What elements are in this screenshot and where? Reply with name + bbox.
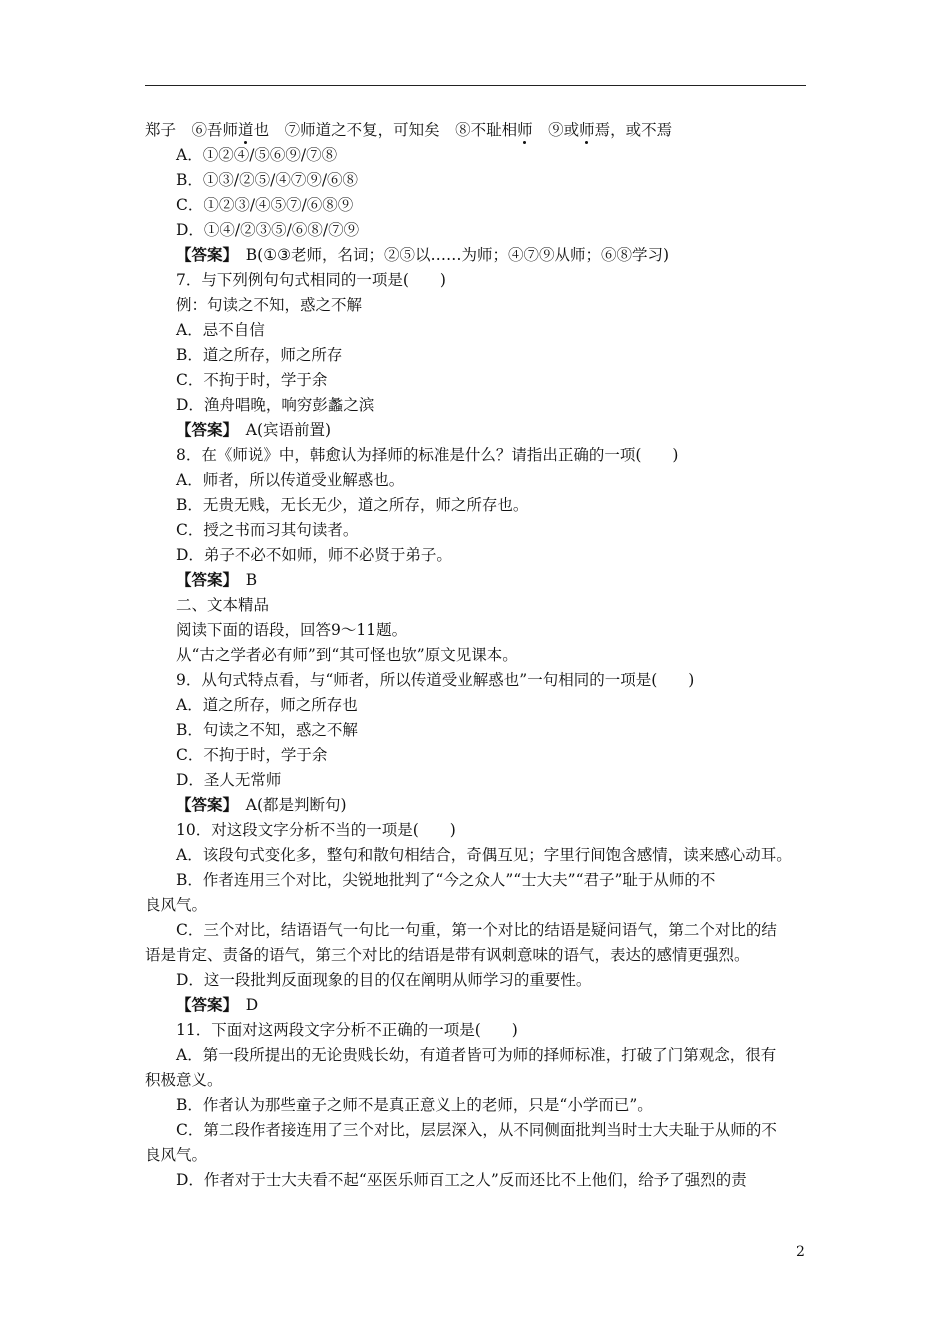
option-a: A．第一段所提出的无论贵贱长幼，有道者皆可为师的择师标准，打破了门第观念，很有: [176, 1046, 777, 1064]
question-11: 11．下面对这两段文字分析不正确的一项是( ): [176, 1021, 518, 1039]
answer-line: 【答案】 D: [176, 995, 259, 1014]
instruction-line: 阅读下面的语段，回答9～11题。: [176, 621, 408, 639]
emphasis-dot: 师: [579, 121, 595, 139]
option-d: D．渔舟唱晚，响穷彭蠡之滨: [176, 396, 375, 414]
option-a: A．①②④/⑤⑥⑨/⑦⑧: [176, 146, 338, 164]
option-a-cont: 积极意义。: [145, 1071, 223, 1089]
emphasis-dot: 道: [238, 121, 254, 139]
header-rule: [145, 85, 806, 86]
question-9: 9．从句式特点看，与“师者，所以传道受业解惑也”一句相同的一项是( ): [176, 671, 695, 689]
answer-line: 【答案】 A(都是判断句): [176, 795, 347, 814]
answer-label: 【答案】: [176, 795, 231, 814]
text-line: 郑子 ⑥吾师道也 ⑦师道之不复，可知矣 ⑧不耻相师 ⑨或师焉，或不焉: [145, 121, 673, 139]
option-b: B．句读之不知，惑之不解: [176, 721, 358, 739]
question-10: 10．对这段文字分析不当的一项是( ): [176, 821, 456, 839]
option-a: A．忌不自信: [176, 321, 265, 339]
answer-line: 【答案】 A(宾语前置): [176, 420, 332, 439]
answer-label: 【答案】: [176, 245, 231, 264]
option-d: D．弟子不必不如师，师不必贤于弟子。: [176, 546, 452, 564]
option-a: A．师者，所以传道受业解惑也。: [176, 471, 405, 489]
answer-label: 【答案】: [176, 420, 231, 439]
option-d: D．这一段批判反面现象的目的仅在阐明从师学习的重要性。: [176, 971, 592, 989]
option-c: C．第二段作者接连用了三个对比，层层深入，从不同侧面批判当时士大夫耻于从师的不: [176, 1121, 777, 1139]
option-d: D．圣人无常师: [176, 771, 282, 789]
option-c-cont: 良风气。: [145, 1146, 208, 1164]
option-b: B．道之所存，师之所存: [176, 346, 343, 364]
option-c: C．①②③/④⑤⑦/⑥⑧⑨: [176, 196, 354, 214]
option-b-cont: 良风气。: [145, 896, 208, 914]
example-line: 例：句读之不知，惑之不解: [176, 296, 363, 314]
option-d: D．作者对于士大夫看不起“巫医乐师百工之人”反而还比不上他们，给予了强烈的责: [176, 1171, 747, 1189]
option-c: C．授之书而习其句读者。: [176, 521, 359, 539]
emphasis-dot: 师: [517, 121, 533, 139]
instruction-line: 从“古之学者必有师”到“其可怪也欤”原文见课本。: [176, 646, 518, 664]
option-b: B．①③/②⑤/④⑦⑨/⑥⑧: [176, 171, 359, 189]
option-b: B．作者认为那些童子之师不是真正意义上的老师，只是“小学而已”。: [176, 1096, 653, 1114]
question-7: 7．与下列例句句式相同的一项是( ): [176, 271, 446, 289]
option-c: C．不拘于时，学于余: [176, 746, 328, 764]
option-b: B．无贵无贱，无长无少，道之所存，师之所存也。: [176, 496, 529, 514]
answer-line: 【答案】 B: [176, 570, 258, 589]
page-number: 2: [796, 1244, 805, 1260]
option-c-cont: 语是肯定、责备的语气，第三个对比的结语是带有讽刺意味的语气，表达的感情更强烈。: [145, 946, 750, 964]
option-d: D．①④/②③⑤/⑥⑧/⑦⑨: [176, 221, 360, 239]
option-b: B．作者连用三个对比，尖锐地批判了“今之众人”“士大夫”“君子”耻于从师的不: [176, 871, 716, 889]
option-c: C．不拘于时，学于余: [176, 371, 328, 389]
section-heading: 二、文本精品: [176, 596, 270, 614]
option-a: A．该段句式变化多，整句和散句相结合，奇偶互见；字里行间饱含感情，读来感心动耳。: [176, 846, 792, 864]
answer-line: 【答案】 B(①③老师，名词；②⑤以……为师；④⑦⑨从师；⑥⑧学习): [176, 245, 670, 264]
question-8: 8．在《师说》中，韩愈认为择师的标准是什么？请指出正确的一项( ): [176, 446, 679, 464]
answer-label: 【答案】: [176, 570, 231, 589]
option-c: C．三个对比，结语语气一句比一句重，第一个对比的结语是疑问语气，第二个对比的结: [176, 921, 777, 939]
option-a: A．道之所存，师之所存也: [176, 696, 358, 714]
answer-label: 【答案】: [176, 995, 231, 1014]
